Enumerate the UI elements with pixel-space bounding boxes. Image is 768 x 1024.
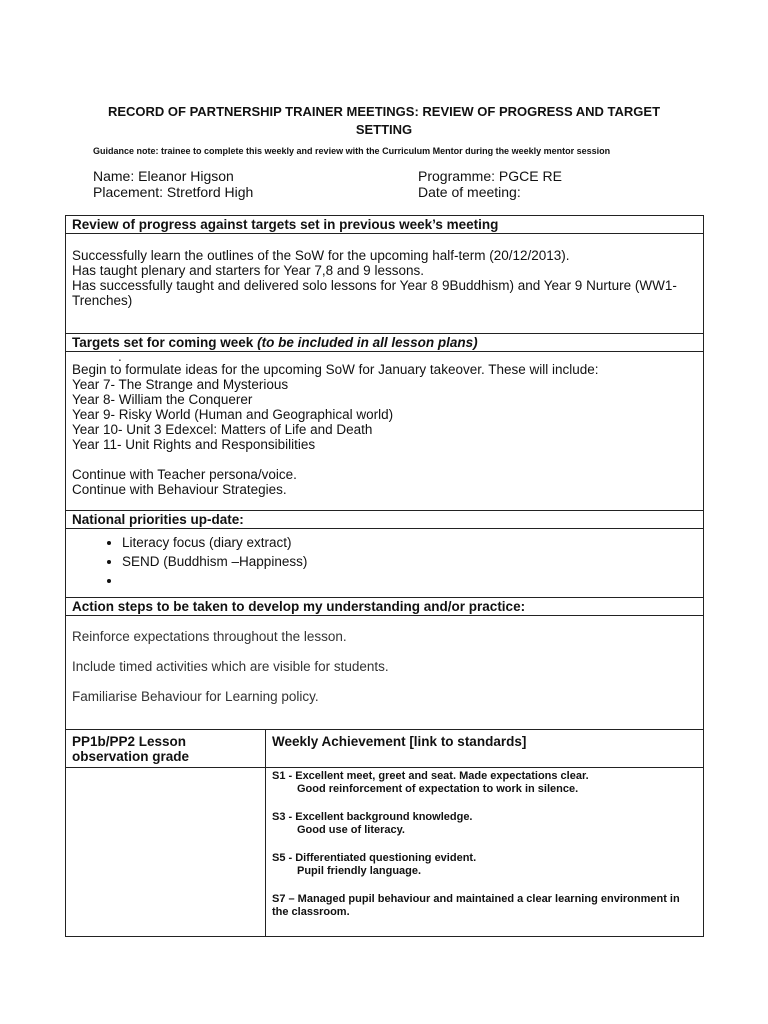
review-section <box>66 234 704 334</box>
targets-heading-label: Targets set for coming week <box>72 335 254 350</box>
meeting-date: Date of meeting: <box>418 184 521 200</box>
target-year: Year 8- William the Conquerer <box>72 392 253 407</box>
national-bullet <box>122 573 697 586</box>
action-heading: Action steps to be taken to develop my understanding and/or practice: <box>66 598 704 616</box>
standard-entry-detail: Good use of literacy. <box>297 824 405 836</box>
meeting-record-table <box>65 215 704 937</box>
standard-entry: S1 - Excellent meet, greet and seat. Made expectations clear. <box>272 770 589 782</box>
targets-section <box>66 349 704 511</box>
observation-grade-heading: PP1b/PP2 Lesson observation grade <box>66 730 266 768</box>
targets-heading <box>66 334 704 352</box>
observation-grade-cell <box>66 768 266 937</box>
target-year: Year 10- Unit 3 Edexcel: Matters of Life and Death <box>72 422 373 437</box>
review-heading: Review of progress against targets set in previous week’s meeting <box>66 216 704 234</box>
national-bullet: • Literacy focus (diary extract) <box>122 535 697 551</box>
national-bullet-list <box>72 535 697 586</box>
national-section <box>66 529 704 598</box>
action-line: Include timed activities which are visible for students. <box>72 659 389 674</box>
targets-dot: . <box>118 349 122 364</box>
programme: Programme: PGCE RE <box>418 168 562 184</box>
review-line: Successfully learn the outlines of the SoW for the upcoming half-term (20/12/2013). <box>72 248 570 263</box>
continue-line: Continue with Teacher persona/voice. <box>72 467 297 482</box>
trainee-name: Name: Eleanor Higson <box>93 168 234 184</box>
action-line: Familiarise Behaviour for Learning policy. <box>72 689 319 704</box>
review-line: Has taught plenary and starters for Year 7,8 and 9 lessons. <box>72 263 424 278</box>
standard-entry: S3 - Excellent background knowledge. <box>272 811 473 823</box>
action-line: Reinforce expectations throughout the lesson. <box>72 629 347 644</box>
document-title: RECORD OF PARTNERSHIP TRAINER MEETINGS: REVIEW OF PROGRESS AND TARGET SETTING <box>107 104 661 137</box>
guidance-note: Guidance note: trainee to complete this weekly and review with the Curriculum Mentor during the weekly mentor session <box>93 146 611 156</box>
target-year: Year 11- Unit Rights and Responsibilities <box>72 437 316 452</box>
standards-cell <box>266 768 704 937</box>
placement: Placement: Stretford High <box>93 184 254 200</box>
action-section <box>66 616 704 730</box>
standard-entry: S7 – Managed pupil behaviour and maintained a clear learning environment in the classroom. <box>272 893 680 918</box>
weekly-achievement-heading: Weekly Achievement [link to standards] <box>266 730 704 768</box>
target-year: Year 9- Risky World (Human and Geographical world) <box>72 407 394 422</box>
standard-entry: S5 - Differentiated questioning evident. <box>272 852 477 864</box>
targets-intro: Begin to formulate ideas for the upcoming SoW for January takeover. These will include: <box>72 362 599 377</box>
target-year: Year 7- The Strange and Mysterious <box>72 377 289 392</box>
review-line: Has successfully taught and delivered solo lessons for Year 8 9Buddhism) and Year 9 Nurture (WW1-Trenches) <box>72 278 677 308</box>
standard-entry-detail: Good reinforcement of expectation to work in silence. <box>297 783 579 795</box>
targets-heading-note: (to be included in all lesson plans) <box>257 335 478 350</box>
national-heading: National priorities up-date: <box>66 511 704 529</box>
national-bullet: • SEND (Buddhism –Happiness) <box>122 554 697 570</box>
continue-line: Continue with Behaviour Strategies. <box>72 482 287 497</box>
standard-entry-detail: Pupil friendly language. <box>297 865 422 877</box>
